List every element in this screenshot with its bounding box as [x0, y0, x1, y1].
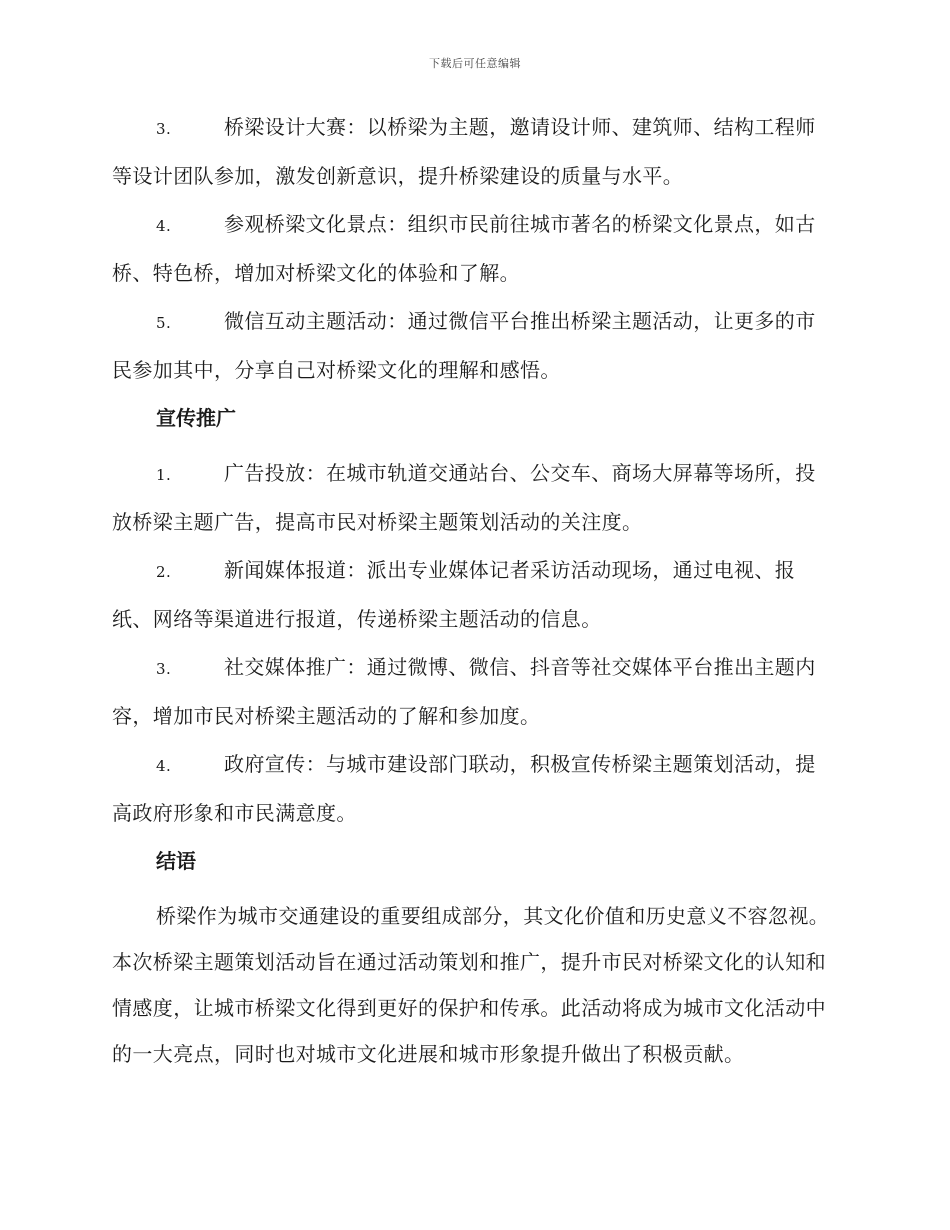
- list-item: [112, 644, 832, 740]
- item-text: 参观桥梁文化景点：组织市民前往城市著名的桥梁文化景点，如古桥、特色桥，增加对桥梁文化的体验和了解。: [112, 212, 816, 285]
- item-text: 社交媒体推广：通过微博、微信、抖音等社交媒体平台推出主题内容，增加市民对桥梁主题活动的了解和参加度。: [112, 655, 816, 728]
- list-item: [112, 201, 832, 297]
- list-item: [112, 298, 832, 394]
- conclusion-paragraph: 桥梁作为城市交通建设的重要组成部分，其文化价值和历史意义不容忽视。本次桥梁主题策划活动旨在通过活动策划和推广，提升市民对桥梁文化的认知和情感度，让城市桥梁文化得到更好的保护和传承。此活动将成为城市文化活动中的一大亮点，同时也对城市文化进展和城市形象提升做出了积极贡献。: [112, 904, 830, 1066]
- item-text: 桥梁设计大赛：以桥梁为主题，邀请设计师、建筑师、结构工程师等设计团队参加，激发创新意识，提升桥梁建设的质量与水平。: [112, 115, 816, 188]
- item-text: 广告投放：在城市轨道交通站台、公交车、商场大屏幕等场所，投放桥梁主题广告，提高市民对桥梁主题策划活动的关注度。: [112, 461, 816, 534]
- list-item: [112, 741, 832, 837]
- list-item: [112, 104, 832, 200]
- section-heading-promo: 宣传推广: [156, 406, 236, 430]
- item-text: 微信互动主题活动：通过微信平台推出桥梁主题活动，让更多的市民参加其中，分享自己对桥梁文化的理解和感悟。: [112, 309, 816, 382]
- item-number: 2.: [156, 563, 172, 581]
- section-heading-conclusion: 结语: [156, 849, 196, 873]
- item-number: 3.: [156, 660, 172, 678]
- item-number: 1.: [156, 466, 172, 484]
- item-number: 5.: [156, 314, 172, 332]
- list-item: [112, 547, 832, 643]
- item-text: 政府宣传：与城市建设部门联动，积极宣传桥梁主题策划活动，提高政府形象和市民满意度。: [112, 752, 816, 825]
- item-text: 新闻媒体报道：派出专业媒体记者采访活动现场，通过电视、报纸、网络等渠道进行报道，传递桥梁主题活动的信息。: [112, 558, 796, 631]
- item-number: 4.: [156, 217, 172, 235]
- list-item: [112, 450, 832, 546]
- item-number: 4.: [156, 757, 172, 775]
- item-number: 3.: [156, 120, 172, 138]
- page-header: 下载后可任意编辑: [429, 57, 521, 70]
